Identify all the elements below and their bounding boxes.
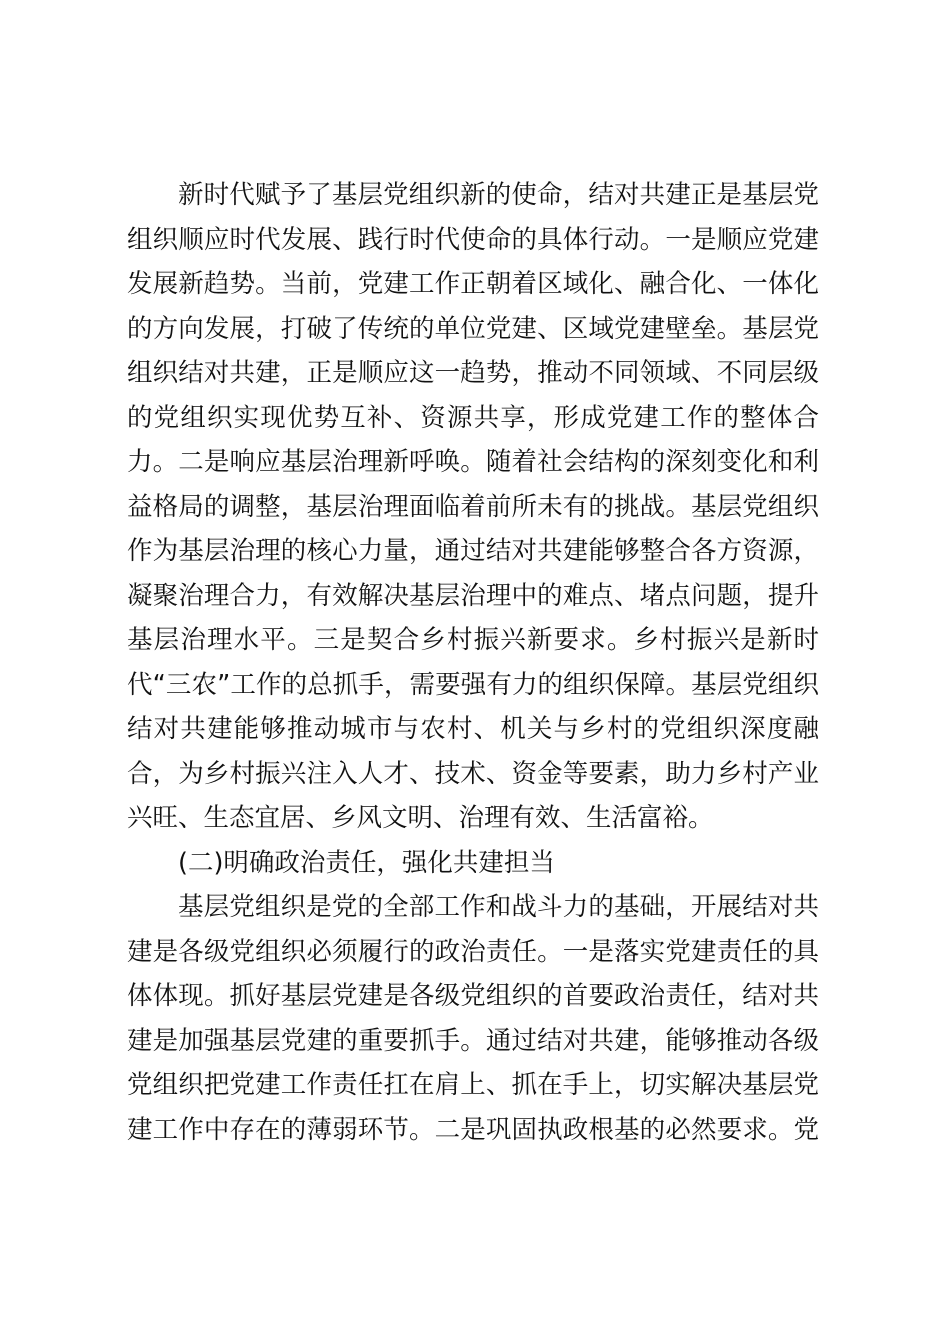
paragraph-1-line-11: 基层治理水平。三是契合乡村振兴新要求。乡村振兴是新时 [127, 625, 819, 655]
paragraph-2-line-5: 党组织把党建工作责任扛在肩上、抓在手上，切实解决基层党 [127, 1070, 819, 1100]
paragraph-1-line-3: 发展新趋势。当前，党建工作正朝着区域化、融合化、一体化 [127, 269, 819, 299]
paragraph-1-line-4: 的方向发展，打破了传统的单位党建、区域党建壁垒。基层党 [127, 313, 819, 344]
document-body [127, 173, 819, 1152]
paragraph-1-line-13: 结对共建能够推动城市与农村、机关与乡村的党组织深度融 [127, 714, 819, 744]
section-heading: (二)明确政治责任，强化共建担当 [178, 847, 555, 878]
paragraph-2-line-4: 建是加强基层党建的重要抓手。通过结对共建，能够推动各级 [127, 1025, 819, 1056]
paragraph-1-line-7: 力。二是响应基层治理新呼唤。随着社会结构的深刻变化和利 [127, 447, 819, 477]
paragraph-1-line-5: 组织结对共建，正是顺应这一趋势，推动不同领域、不同层级 [127, 358, 819, 388]
paragraph-2-line-2: 建是各级党组织必须履行的政治责任。一是落实党建责任的具 [127, 936, 819, 967]
paragraph-2-line-6: 建工作中存在的薄弱环节。二是巩固执政根基的必然要求。党 [127, 1114, 819, 1145]
paragraph-1-line-15: 兴旺、生态宜居、乡风文明、治理有效、生活富裕。 [127, 803, 714, 833]
paragraph-1-line-8: 益格局的调整，基层治理面临着前所未有的挑战。基层党组织 [127, 491, 819, 522]
paragraph-2-line-3: 体体现。抓好基层党建是各级党组织的首要政治责任，结对共 [127, 981, 819, 1011]
paragraph-1-line-1: 新时代赋予了基层党组织新的使命，结对共建正是基层党 [178, 180, 819, 210]
paragraph-2-line-1: 基层党组织是党的全部工作和战斗力的基础，开展结对共 [178, 892, 819, 922]
paragraph-1-line-10: 凝聚治理合力，有效解决基层治理中的难点、堵点问题，提升 [127, 580, 819, 611]
paragraph-1-line-12: 代“三农”工作的总抓手，需要强有力的组织保障。基层党组织 [127, 669, 819, 700]
paragraph-1-line-9: 作为基层治理的核心力量，通过结对共建能够整合各方资源， [127, 536, 819, 566]
paragraph-1-line-14: 合，为乡村振兴注入人才、技术、资金等要素，助力乡村产业 [127, 758, 819, 789]
paragraph-1-line-2: 组织顺应时代发展、践行时代使命的具体行动。一是顺应党建 [127, 224, 819, 255]
paragraph-1-line-6: 的党组织实现优势互补、资源共享，形成党建工作的整体合 [127, 402, 819, 433]
